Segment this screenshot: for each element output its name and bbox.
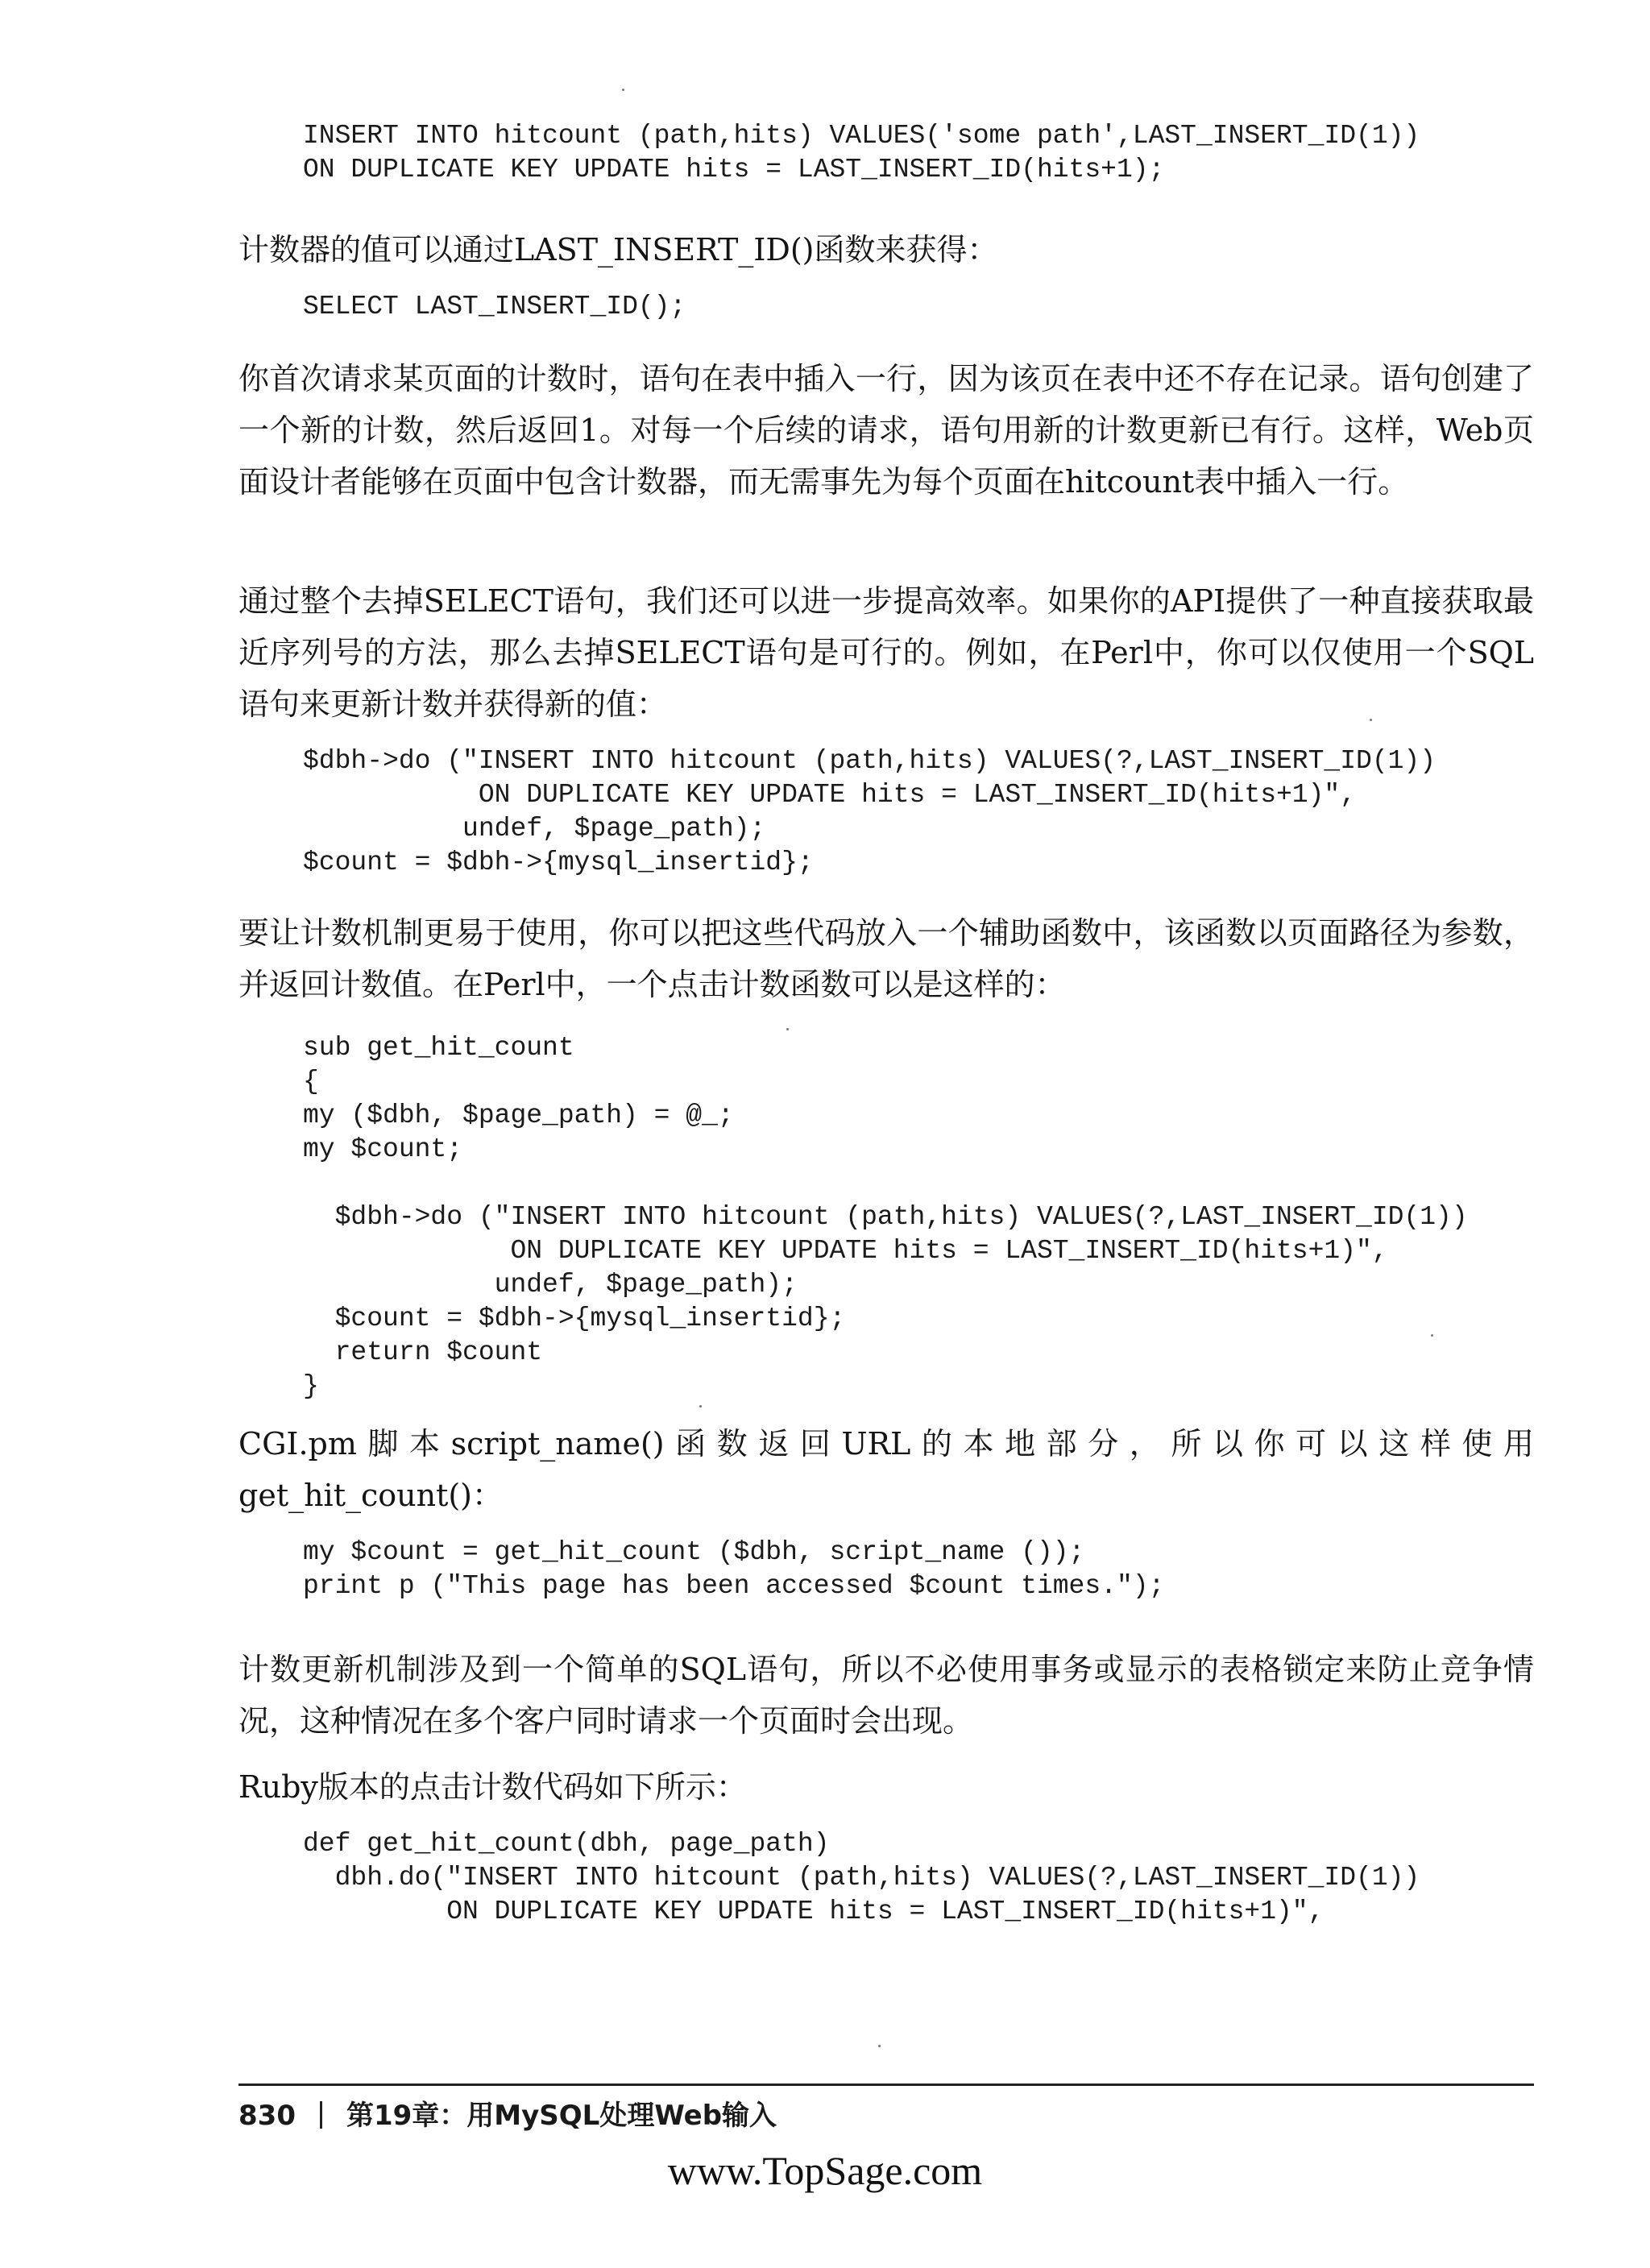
scan-speck: [1431, 1334, 1433, 1337]
paragraph-first-request: 你首次请求某页面的计数时，语句在表中插入一行，因为该页在表中还不存在记录。语句创建了一个新的计数，然后返回1。对每一个后续的请求，语句用新的计数更新已有行。这样，Web页面设计者能够在页面中包含计数器，而无需事先为每个页面在hitcount表中插入一行。: [238, 361, 1534, 500]
code-perl-dbh-do: $dbh->do ("INSERT INTO hitcount (path,hits) VALUES(?,LAST_INSERT_ID(1)) ON DUPLICATE KEY UPDATE hits = LAST_INSERT_ID(hits+1)", undef, $page_path); $count = $dbh->{mysql_insertid};: [303, 746, 1436, 877]
code-select-last-insert-id: SELECT LAST_INSERT_ID();: [303, 292, 686, 321]
paragraph-cgi-script-name: CGI.pm脚本script_name()函数返回URL的本地部分，所以你可以这样使用get_hit_count()：: [238, 1426, 1534, 1513]
paragraph-sql-race: 计数更新机制涉及到一个简单的SQL语句，所以不必使用事务或显示的表格锁定来防止竞争情况，这种情况在多个客户同时请求一个页面时会出现。: [238, 1652, 1534, 1739]
paragraph-helper-function: 要让计数机制更易于使用，你可以把这些代码放入一个辅助函数中，该函数以页面路径为参数，并返回计数值。在Perl中，一个点击计数函数可以是这样的：: [238, 915, 1534, 1002]
paragraph-remove-select: 通过整个去掉SELECT语句，我们还可以进一步提高效率。如果你的API提供了一种直接获取最近序列号的方法，那么去掉SELECT语句是可行的。例如，在Perl中，你可以仅使用一个SQL语句来更新计数并获得新的值：: [238, 583, 1534, 722]
page-number: 830: [238, 2100, 296, 2132]
page-footer: [238, 2093, 777, 2133]
code-insert-hitcount: INSERT INTO hitcount (path,hits) VALUES('some path',LAST_INSERT_ID(1)) ON DUPLICATE KEY UPDATE hits = LAST_INSERT_ID(hits+1);: [303, 121, 1420, 185]
code-ruby-get-hit-count: def get_hit_count(dbh, page_path) dbh.do("INSERT INTO hitcount (path,hits) VALUES(?,LAST_INSERT_ID(1)) ON DUPLICATE KEY UPDATE hits = LAST_INSERT_ID(hits+1)",: [303, 1829, 1420, 1926]
paragraph-ruby-intro: Ruby版本的点击计数代码如下所示：: [238, 1769, 747, 1805]
scan-speck: [786, 1028, 789, 1030]
scan-speck: [622, 89, 624, 91]
footer-rule: [238, 2083, 1534, 2086]
chapter-title: 第19章：用MySQL处理Web输入: [346, 2100, 777, 2132]
scan-speck: [878, 2045, 881, 2047]
paragraph-last-insert-id: 计数器的值可以通过LAST_INSERT_ID()函数来获得：: [238, 232, 998, 267]
watermark: www.TopSage.com: [667, 2148, 983, 2193]
scan-speck: [699, 1405, 702, 1408]
code-perl-get-hit-count: sub get_hit_count { my ($dbh, $page_path) = @_; my $count; $dbh->do ("INSERT INTO hitcount (path,hits) VALUES(?,LAST_INSERT_ID(1)) ON DUPLICATE KEY UPDATE hits = LAST_INSERT_ID(hits+1)", undef, $page_path); $count = $dbh->{mysql_insertid}; return $count }: [303, 1033, 1468, 1401]
footer-separator: [320, 2101, 322, 2129]
code-print-count: my $count = get_hit_count ($dbh, script_name ()); print p ("This page has been accessed $count times.");: [303, 1537, 1165, 1601]
scan-speck: [1370, 719, 1372, 721]
